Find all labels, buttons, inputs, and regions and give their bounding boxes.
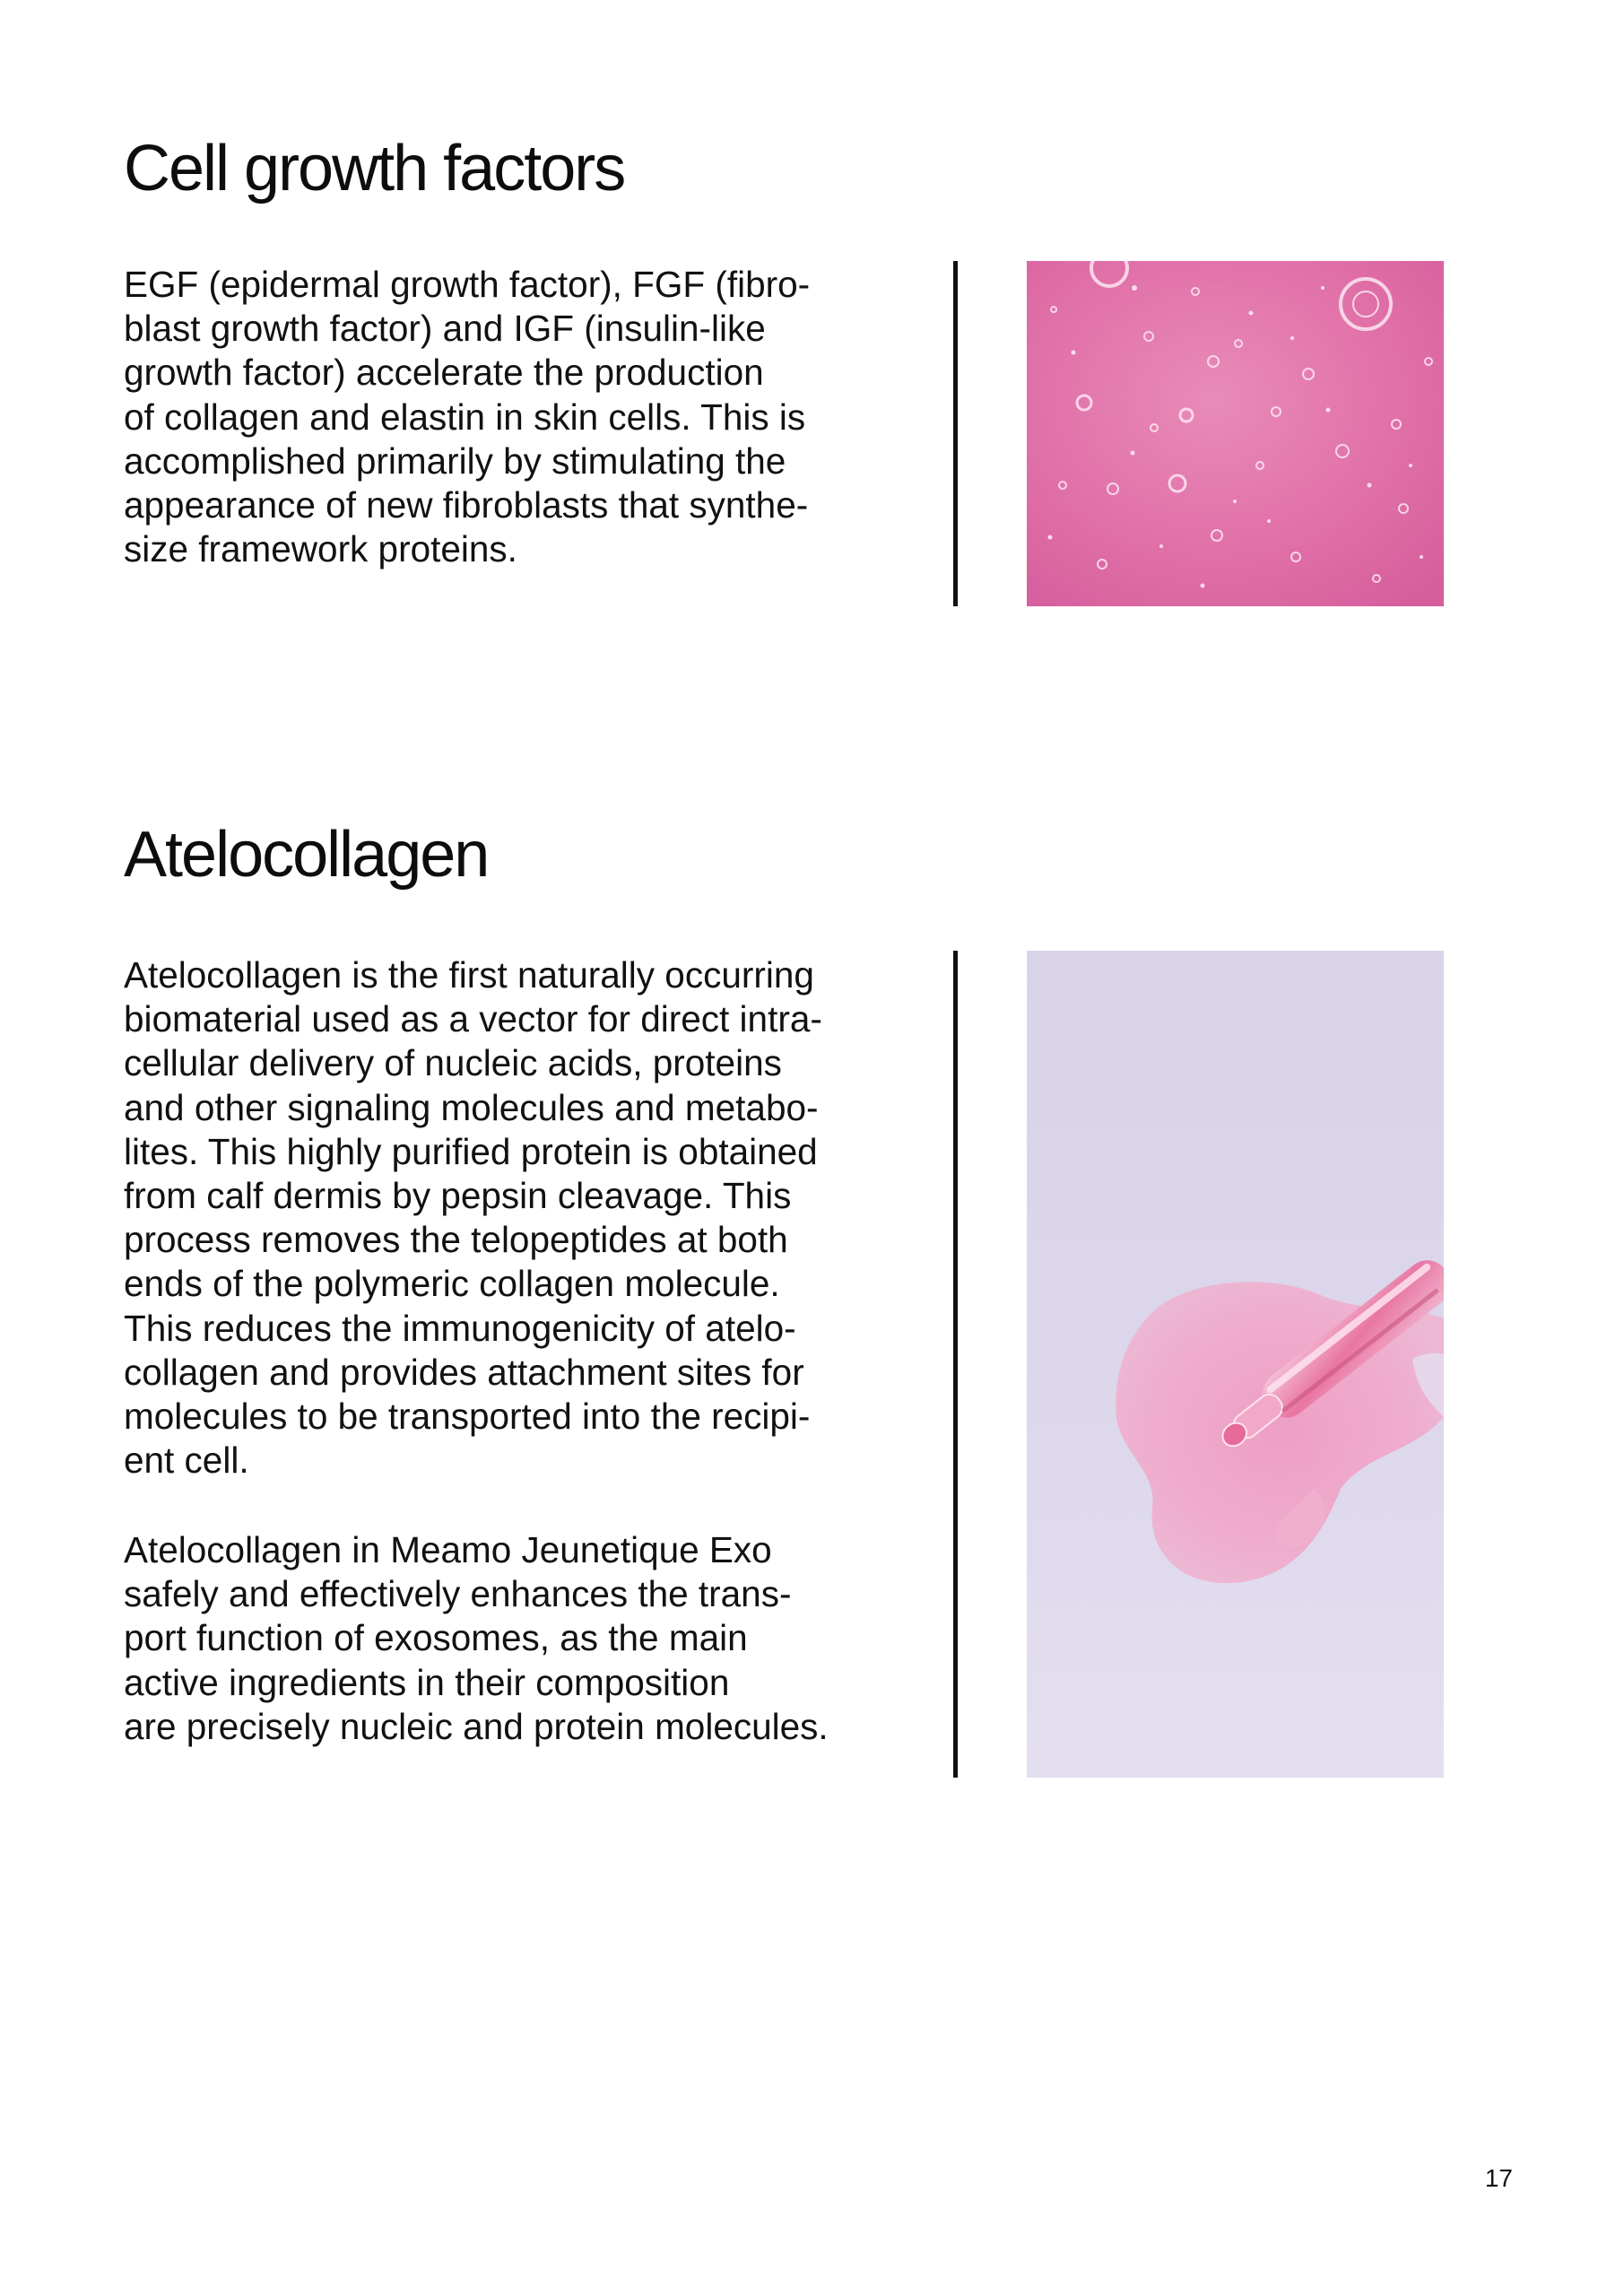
section-title-atelocollagen: Atelocollagen (124, 819, 489, 891)
paragraph-line: and other signaling molecules and metabo- (124, 1086, 819, 1128)
paragraph-line: Atelocollagen is the first naturally occurring (124, 954, 814, 996)
paragraph-line: molecules to be transported into the recipi- (124, 1396, 811, 1438)
pink-serum-pipette-photo (1027, 951, 1444, 1778)
paragraph-line: size framework proteins. (124, 528, 517, 570)
paragraph-line: appearance of new fibroblasts that synthe- (124, 484, 809, 526)
atelocollagen-paragraph-2 (124, 1528, 886, 1749)
paragraph-line: ent cell. (124, 1439, 249, 1482)
paragraph-line: cellular delivery of nucleic acids, proteins (124, 1042, 782, 1084)
paragraph-line: from calf dermis by pepsin cleavage. This (124, 1175, 792, 1217)
paragraph-line: accomplished primarily by stimulating the (124, 439, 786, 482)
paragraph-line: of collagen and elastin in skin cells. This is (124, 396, 806, 438)
paragraph-line: growth factor) accelerate the production (124, 352, 764, 394)
paragraph-line: safely and effectively enhances the trans- (124, 1573, 792, 1615)
paragraph-line: blast growth factor) and IGF (insulin-like (124, 308, 766, 350)
section-title-cell-growth-factors: Cell growth factors (124, 133, 625, 204)
paragraph-line: are precisely nucleic and protein molecules. (124, 1705, 829, 1747)
paragraph-line: process removes the telopeptides at both (124, 1219, 788, 1261)
paragraph-line: lites. This highly purified protein is obtained (124, 1130, 818, 1172)
pink-bubbles-photo (1027, 261, 1444, 606)
paragraph-line: port function of exosomes, as the main (124, 1617, 748, 1659)
paragraph-line: ends of the polymeric collagen molecule. (124, 1263, 780, 1305)
paragraph-line: collagen and provides attachment sites for (124, 1351, 804, 1393)
atelocollagen-paragraph-1 (124, 953, 886, 1483)
paragraph-line: This reduces the immunogenicity of atelo- (124, 1307, 796, 1349)
cell-growth-factors-paragraph (124, 263, 886, 571)
vertical-divider (953, 951, 958, 1778)
vertical-divider (953, 261, 958, 606)
paragraph-line: active ingredients in their composition (124, 1661, 730, 1703)
paragraph-line: Atelocollagen in Meamo Jeunetique Exo (124, 1529, 772, 1570)
paragraph-line: biomaterial used as a vector for direct intra- (124, 998, 822, 1040)
paragraph-line: EGF (epidermal growth factor), FGF (fibro- (124, 264, 811, 305)
page-number: 17 (1484, 2164, 1513, 2192)
